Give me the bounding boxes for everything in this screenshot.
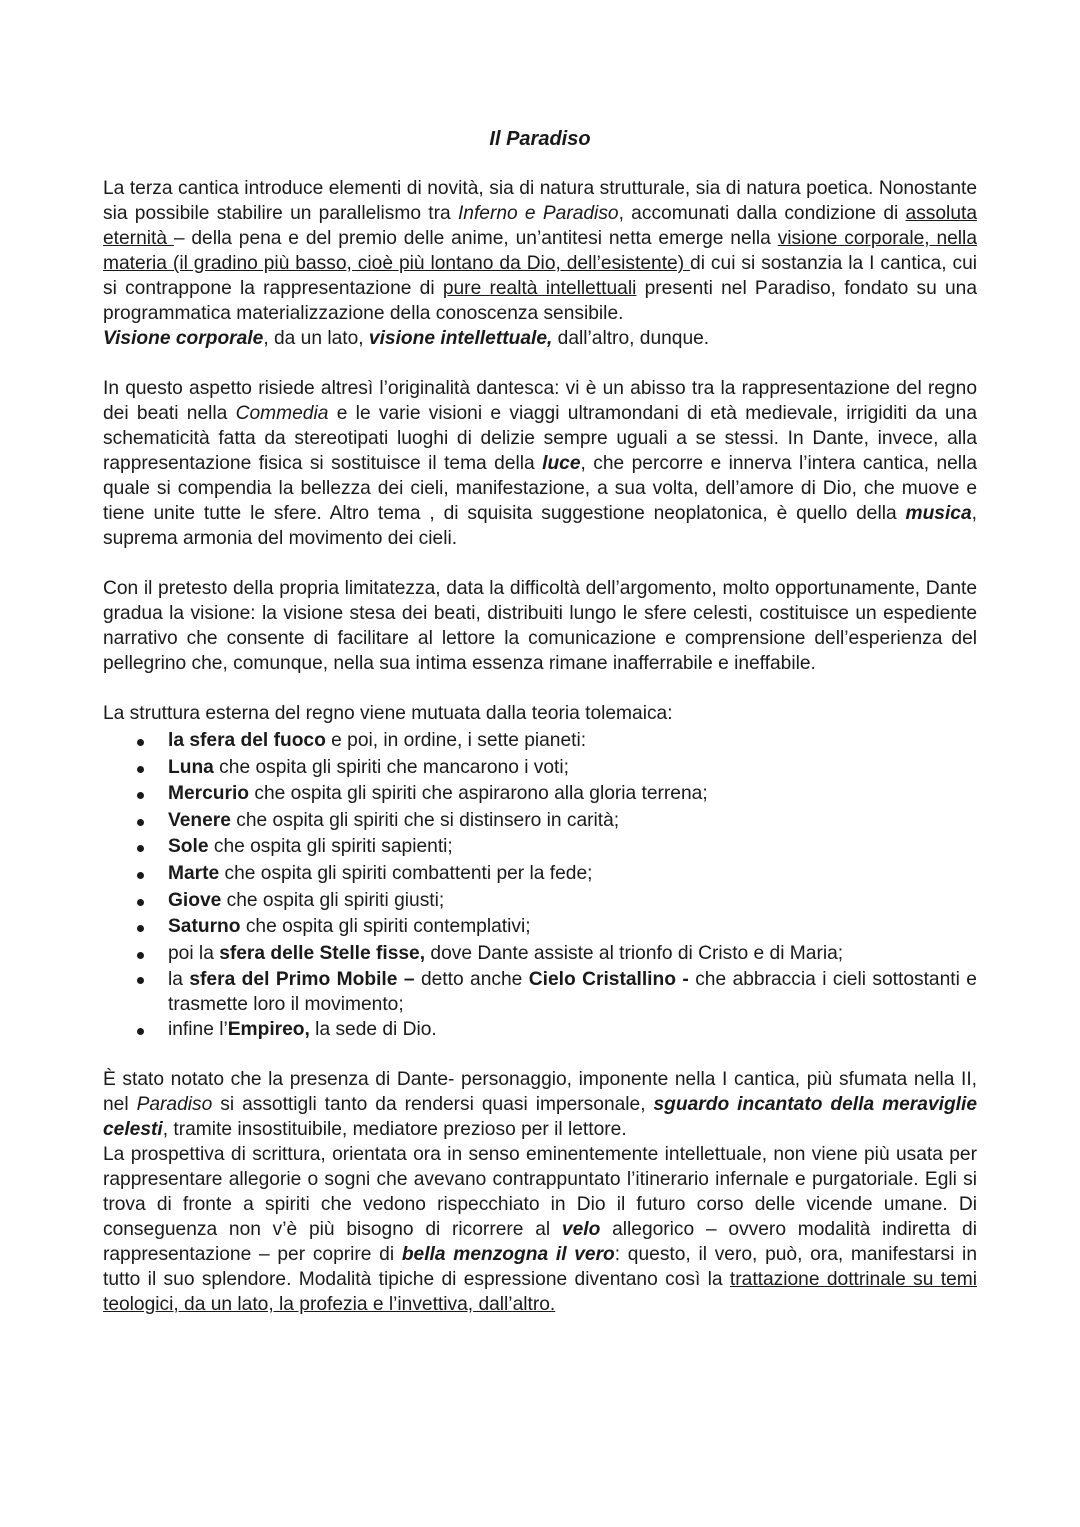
paragraph-visione: Visione corporale, da un lato, visione intellettuale, dall’altro, dunque.: [103, 328, 710, 349]
bullet-icon: [137, 872, 144, 879]
paragraph-originalita: In questo aspetto risiede altresì l’originalità dantesca: vi è un abisso tra la rappresentazione del regno dei beati nella Commedia e le varie visioni e viaggi ultramondani di età medievale, irrigiditi da una schematicità fatta da stereotipati luoghi di delizie sempre uguali a se stessi. In Dante, invece, alla rappresentazione fisica si sostituisce il tema della luce, che percorre e innerva l’intera cantica, nella quale si compendia la bellezza dei cieli, manifestazione, a sua volta, dell’amore di Dio, che muove e tiene unite tutte le sfere. Altro tema , di squisita suggestione neoplatonica, è quello della musica, suprema armonia del movimento dei cieli.: [103, 378, 977, 549]
emphasis-text: sguardo incantato della meraviglie celesti: [103, 1093, 978, 1140]
list-item: Luna che ospita gli spiriti che mancarono i voti;: [103, 755, 977, 782]
paragraph-intro: La terza cantica introduce elementi di novità, sia di natura strutturale, sia di natura poetica. Nonostante sia possibile stabilire un parallelismo tra Inferno e Paradiso, accomunati dalla condizione di assoluta eternità – della pena e del premio delle anime, un’antitesi netta emerge nella visione corporale, nella materia (il gradino più basso, cioè più lontano da Dio, dell’esistente) di cui si sostanzia la I cantica, cui si contrappone la rappresentazione di pure realtà intellettuali presenti nel Paradiso, fondato su una programmatica materializzazione della conoscenza sensibile.: [103, 178, 977, 324]
emphasis-text: luce: [542, 453, 581, 474]
list-item: Mercurio che ospita gli spiriti che aspirarono alla gloria terrena;: [103, 781, 977, 808]
bullet-icon: [137, 1028, 144, 1035]
underlined-text: visione corporale, nella materia (il gradino più basso, cioè più lontano da Dio, dell’esistente): [103, 228, 977, 274]
bullet-icon: [137, 792, 144, 799]
underlined-text: trattazione dottrinale su temi teologici, da un lato, la profezia e l’invettiva, dall’altro.: [103, 1268, 977, 1315]
list-item: poi la sfera delle Stelle fisse, dove Dante assiste al trionfo di Cristo e di Maria;: [103, 941, 977, 968]
bullet-icon: [137, 739, 144, 746]
paragraph-pretesto: Con il pretesto della propria limitatezza, data la difficoltà dell’argomento, molto opportunamente, Dante gradua la visione: la visione stesa dei beati, distribuiti lungo le sfere celesti, costituisce un espediente narrativo che consente di facilitare al lettore la comunicazione e comprensione dell’esperienza del pellegrino che, comunque, nella sua intima essenza rimane inafferrabile e ineffabile.: [103, 578, 977, 674]
bullet-icon: [137, 977, 144, 984]
list-item: Venere che ospita gli spiriti che si distinsero in carità;: [103, 808, 977, 835]
emphasis-text: bella menzogna il vero: [401, 1243, 615, 1265]
bullet-icon: [137, 925, 144, 932]
bullet-icon: [137, 766, 144, 773]
list-item: Saturno che ospita gli spiriti contemplativi;: [103, 914, 977, 941]
bullet-icon: [137, 819, 144, 826]
emphasis-text: Visione corporale: [103, 328, 264, 349]
list-item: infine l’Empireo, la sede di Dio.: [103, 1017, 977, 1044]
emphasis-text: velo: [561, 1218, 601, 1240]
paragraph-prospettiva: La prospettiva di scrittura, orientata ora in senso eminentemente intellettuale, non viene più usata per rappresentare allegorie o sogni che avevano contrappuntato l’itinerario infernale e purgatoriale. Egli si trova di fronte a spiriti che vedono rispecchiato in Dio il futuro corso delle vicende umane. Di conseguenza non v’è più bisogno di ricorrere al velo allegorico – ovvero modalità indiretta di rappresentazione – per coprire di bella menzogna il vero: questo, il vero, può, ora, manifestarsi in tutto il suo splendore. Modalità tipiche di espressione diventano così la trattazione dottrinale su temi teologici, da un lato, la profezia e l’invettiva, dall’altro.: [103, 1143, 977, 1315]
emphasis-text: musica: [905, 503, 972, 524]
emphasis-text: visione intellettuale,: [368, 328, 553, 349]
list-item: la sfera del Primo Mobile – detto anche Cielo Cristallino - che abbraccia i cieli sottostanti e trasmette loro il movimento;: [103, 967, 977, 1017]
spheres-list: [103, 728, 977, 1044]
document-page: [103, 126, 977, 1317]
bullet-icon: [137, 952, 144, 959]
paragraph-struttura: La struttura esterna del regno viene mutuata dalla teoria tolemaica:: [103, 703, 673, 724]
list-item: Sole che ospita gli spiriti sapienti;: [103, 834, 977, 861]
paragraph-dante-personaggio: È stato notato che la presenza di Dante- personaggio, imponente nella I cantica, più sfumata nella II, nel Paradiso si assottigli tanto da rendersi quasi impersonale, sguardo incantato della meraviglie celesti, tramite insostituibile, mediatore prezioso per il lettore.: [103, 1068, 978, 1140]
page-title: Il Paradiso: [489, 128, 591, 150]
list-item: Marte che ospita gli spiriti combattenti per la fede;: [103, 861, 977, 888]
underlined-text: pure realtà intellettuali: [442, 278, 637, 299]
underlined-text: assoluta eternità: [103, 203, 977, 249]
bullet-icon: [137, 899, 144, 906]
bullet-icon: [137, 845, 144, 852]
list-item: la sfera del fuoco e poi, in ordine, i sette pianeti:: [103, 728, 977, 755]
list-item: Giove che ospita gli spiriti giusti;: [103, 888, 977, 915]
